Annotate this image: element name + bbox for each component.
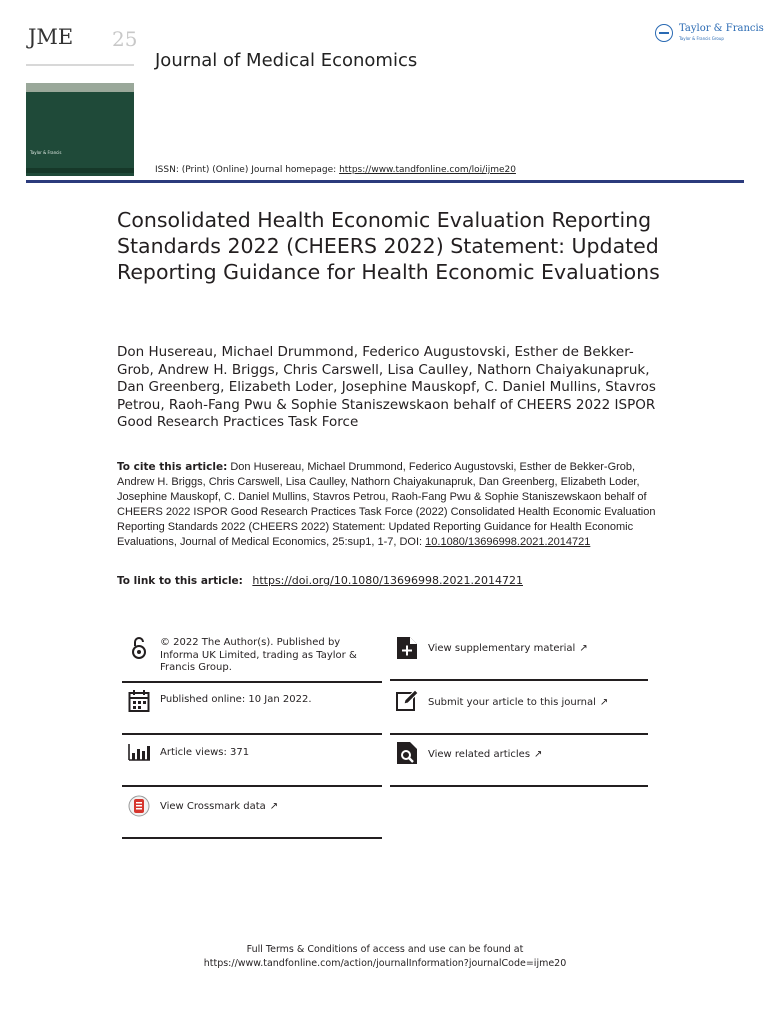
edit-icon [396,689,418,713]
header-rule [26,180,744,183]
divider [122,837,382,839]
footer [0,943,770,971]
calendar-icon [128,689,150,713]
citation-block [117,460,657,550]
divider [122,681,382,683]
issn-text: ISSN: (Print) (Online) Journal homepage: [155,165,340,175]
article-views [122,740,382,770]
related-articles-label: View related articles ↗ [428,749,543,760]
journal-title: Journal of Medical Economics [155,50,418,71]
tf-logo-tagline: Taylor & Francis Group [679,36,724,41]
cover-publisher: Taylor & Francis [30,150,62,155]
add-document-icon [396,636,418,660]
article-doi-url[interactable]: https://doi.org/10.1080/13696998.2021.2014721 [252,574,523,587]
published-info [122,689,382,719]
crossmark-label: View Crossmark data ↗ [160,801,279,812]
supplementary-link[interactable] [390,636,648,666]
open-access-icon [128,636,150,660]
article-title: Consolidated Health Economic Evaluation Reporting Standards 2022 (CHEERS 2022) Statement: Updated Reporting Guidance for Health Economic Evaluations [117,208,660,284]
divider [390,785,648,787]
journal-homepage-link[interactable]: https://www.tandfonline.com/loi/ijme20 [339,165,516,175]
issn-line [155,165,516,175]
external-link-icon: ↗ [269,801,279,812]
citation-label: To cite this article: [117,461,228,473]
divider [122,733,382,735]
cover-grey-strip [26,83,134,92]
divider [390,679,648,681]
tf-logo-name: Taylor & Francis [679,23,764,34]
bar-chart-icon [128,740,150,764]
open-access-notice [122,636,382,682]
submit-article-link[interactable] [390,689,648,719]
citation-doi-link[interactable]: 10.1080/13696998.2021.2014721 [425,536,591,548]
cover-green-panel [26,92,134,176]
external-link-icon: ↗ [534,749,543,760]
cover-volume: 25 [112,27,138,51]
footer-terms-text: Full Terms & Conditions of access and use can be found at [246,944,524,955]
article-authors: Don Husereau, Michael Drummond, Federico Augustovski, Esther de Bekker-Grob, Andrew H. Briggs, Chris Carswell, Lisa Caulley, Nathorn Chaiyakunapruk, Dan Greenberg, Elizabeth Loder, Josephine Mauskopf, C. Daniel Mullins, Stavros Petrou, Raoh-Fang Pwu & Sophie Staniszewskaon behalf of CHEERS 2022 ISPOR Good Research Practices Task Force [117,344,656,430]
related-articles-link[interactable] [390,741,648,771]
supplementary-label: View supplementary material ↗ [428,643,588,654]
footer-terms-url[interactable]: https://www.tandfonline.com/action/journalInformation?journalCode=ijme20 [203,958,567,969]
crossmark-icon [128,795,150,819]
cover-abbrev: JME [28,25,74,49]
divider [390,733,648,735]
article-link-label: To link to this article: [117,575,243,587]
tf-logo-icon [655,24,673,42]
external-link-icon: ↗ [599,697,609,708]
taylor-francis-logo [655,23,764,45]
crossmark-link[interactable] [122,795,382,825]
article-link-line [117,574,523,587]
cover-footer-bar [26,168,134,173]
external-link-icon: ↗ [579,643,588,654]
open-access-text: © 2022 The Author(s). Published by Informa UK Limited, trading as Taylor & Francis Group. [160,637,357,673]
citation-text: Don Husereau, Michael Drummond, Federico Augustovski, Esther de Bekker-Grob, Andrew H. Briggs, Chris Carswell, Lisa Caulley, Nathorn Chaiyakunapruk, Dan Greenberg, Elizabeth Loder, Josephine Mauskopf, C. Daniel Mullins, Stavros Petrou, Raoh-Fang Pwu & Sophie Staniszewskaon behalf of CHEERS 2022 ISPOR Good Research Practices Task Force (2022) Consolidated Health Economic Evaluation Reporting Standards 2022 (CHEERS 2022) Statement: Updated Reporting Guidance for Health Economic Evaluations, Journal of Medical Economics, 25:sup1, 1-7, DOI: [117,461,656,548]
divider [122,785,382,787]
submit-article-label: Submit your article to this journal ↗ [428,697,609,708]
published-date: Published online: 10 Jan 2022. [160,694,312,705]
cover-band [26,64,134,66]
article-views-count: Article views: 371 [160,747,250,758]
journal-cover [26,24,138,176]
document-search-icon [396,741,418,765]
